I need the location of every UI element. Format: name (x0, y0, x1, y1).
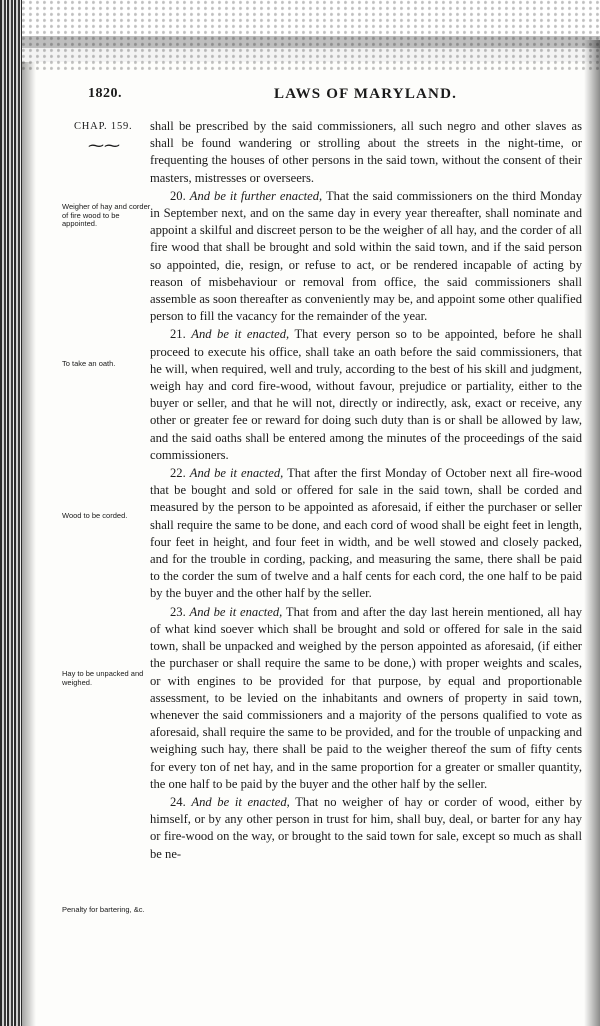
section-number: 22. (170, 466, 186, 481)
margin-note: Penalty for bartering, &c. (62, 905, 145, 914)
enacting-clause: And be it enacted, (189, 604, 283, 619)
running-title: LAWS OF MARYLAND. (274, 86, 458, 102)
chapter-swash-ornament: ⁓⁓ (88, 138, 120, 155)
section-number: 23. (170, 604, 186, 619)
paragraph (150, 604, 582, 793)
enacting-clause: And be it enacted, (189, 466, 284, 481)
section-number: 24. (170, 794, 186, 809)
running-header (88, 86, 583, 108)
statute-text (150, 118, 582, 863)
paragraph (150, 118, 582, 187)
section-number: 20. (170, 188, 186, 203)
page-year: 1820. (88, 86, 122, 101)
book-binding (0, 0, 22, 1026)
paragraph-text: shall be prescribed by the said commissioners, all such negro and other slaves as shall be found wandering or strolling about the streets in the night-time, or frequenting the houses of other persons in the said town, without the consent of their masters, mistresses or overseers. (150, 119, 582, 185)
paragraph-text: That no weigher of hay or corder of wood, either by himself, or by any other person in trust for him, shall buy, deal, or barter for any hay or fire-wood on the way, or brought to the said town for sale, except so much as shall be ne- (150, 794, 582, 861)
margin-note: Hay to be unpacked and weighed. (62, 669, 144, 687)
paragraph-text: That every person so to be appointed, before he shall proceed to execute his office, shall take an oath before the said commissioners, that he will, when required, well and truly, according to the best of his skill and judgment, weigh hay and cord fire-wood, without favour, prejudice or partiality, either to the buyer or seller, and that he will not, directly or indirectly, ask, exact or receive, any other or greater fee or reward for doing such duty than is or shall be allowed by law, and the said oaths shall be entered among the minutes of the proceedings of the said commissioners. (150, 327, 583, 462)
paragraph-text: That after the first Monday of October next all fire-wood that be bought and sold or offered for sale in the said town, shall be corded and measured by the person to be appointed as aforesaid, if either the purchaser or seller shall require the same to be done, and each cord of wood shall be eight feet in length, four feet in height, and four feet in width, and be well stowed and closely packed, and for the trouble in cording, packing, and measuring the same, there shall be paid to the corder the sum of twelve and a half cents for each cord, the one half to be paid by the buyer and the other half by the seller. (150, 466, 582, 601)
paragraph-text: That the said commissioners on the third Monday in September next, and on the same day in every year thereafter, shall nominate and appoint a skilful and discreet person to be the weigher of all hay, and the corder of all fire wood that shall be brought and sold within the said town, and if the said person so appointed, die, resign, or refuse to act, or be rendered incapable of acting by reason of misbehaviour or removal from office, the said commissioners shall assemble as soon thereafter as conveniently may be, and appoint some other qualified person to fill the vacancy for the remainder of the year. (150, 188, 583, 324)
paragraph (150, 794, 582, 863)
margin-note: To take an oath. (62, 359, 116, 368)
section-number: 21. (170, 327, 186, 342)
paragraph (150, 326, 582, 464)
enacting-clause: And be it enacted, (191, 794, 290, 809)
paragraph (150, 465, 582, 603)
gutter-shadow (22, 0, 36, 1026)
margin-note: Weigher of hay and corder of fire wood to be appointed. (62, 202, 151, 228)
paragraph (150, 188, 582, 326)
enacting-clause: And be it enacted, (191, 327, 290, 342)
page-edge-shadow (584, 40, 600, 1026)
paragraph-text: That from and after the day last herein mentioned, all hay of what kind soever which shall be brought and sold or offered for sale in the said town, shall be unpacked and weighed by the person appointed as aforesaid, (if either the purchaser or shall require the same to be done,) with proper weights and scales, or with engines to be provided for that purpose, by equal and proportionable assessment, to be levied on the inhabitants and owners of property in said town, whenever the said commissioners and a majority of the persons qualified to vote as aforesaid, shall require the same to be provided, and for the trouble of unpacking and weighing such hay, there shall be paid to the weigher thereof the sum of fifty cents for every ton of net hay, and in the same proportion for a greater or smaller quantity, the one half to be paid by the buyer and the other half by the seller. (150, 604, 582, 791)
chapter-label: CHAP. 159. (74, 121, 133, 132)
margin-note: Wood to be corded. (62, 511, 128, 520)
enacting-clause: And be it further enacted, (189, 188, 323, 203)
scan-top-edge (22, 0, 600, 70)
